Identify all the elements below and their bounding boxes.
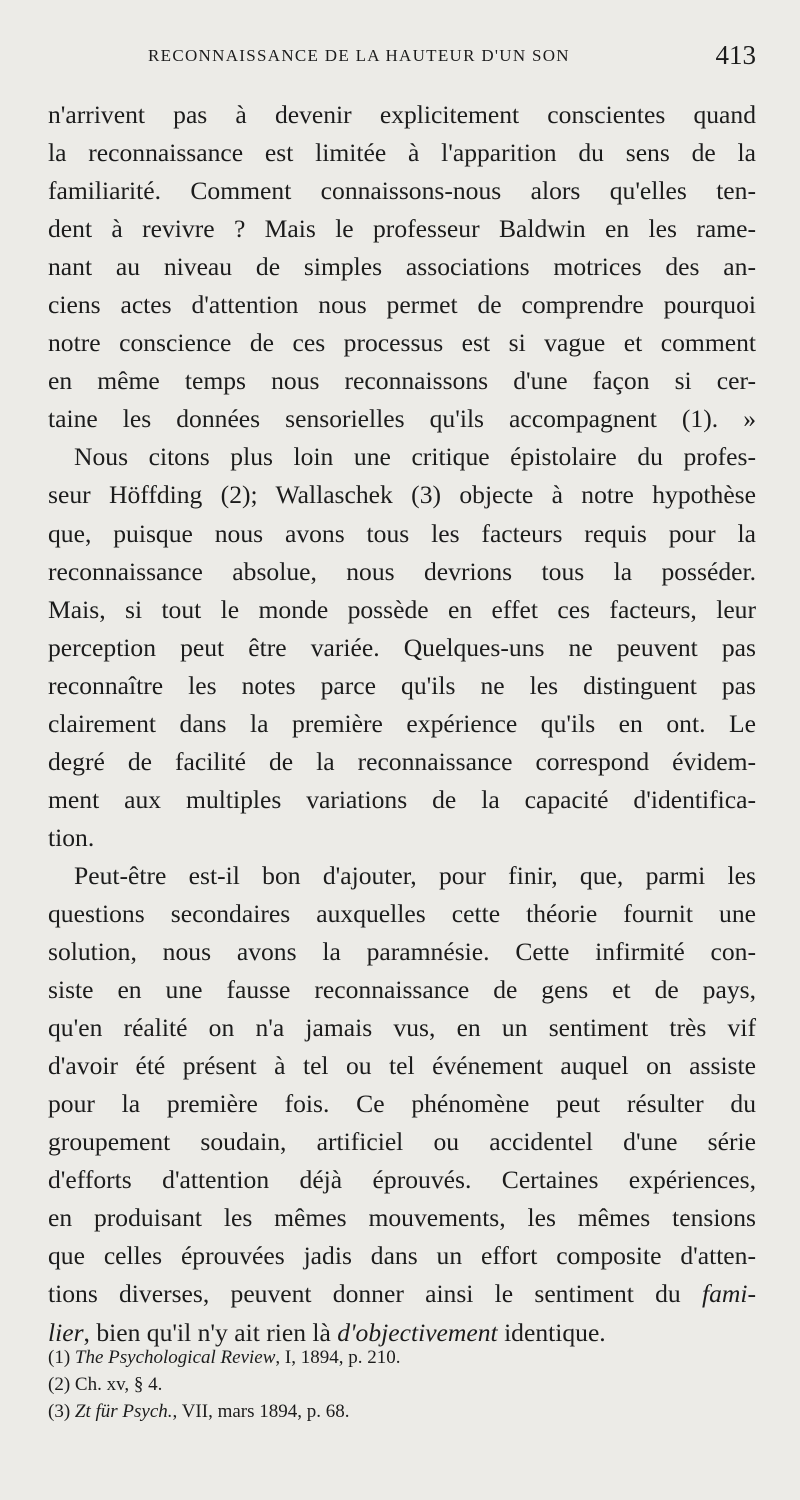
text-line: Mais, si tout le monde possède en effet ces facteurs, leur (48, 594, 756, 624)
text-line: tions diverses, peuvent donner ainsi le sentiment du fami- (48, 1279, 756, 1309)
paragraph-2 (48, 438, 756, 857)
text-line: que, puisque nous avons tous les facteurs requis pour la (48, 518, 756, 548)
text-line: en produisant les mêmes mouvements, les mêmes tensions (48, 1203, 756, 1233)
text-line: ment aux multiples variations de la capacité d'identifica- (48, 784, 756, 814)
text-line: n'arrivent pas à devenir explicitement conscientes quand (48, 100, 756, 129)
text-line: lier, bien qu'il n'y ait rien là d'objectivement identique. (48, 1317, 606, 1347)
page-number: 413 (715, 40, 756, 70)
page-header (0, 40, 800, 80)
text-line: seur Höffding (2); Wallaschek (3) objecte à notre hypothèse (48, 480, 756, 510)
text-line: degré de facilité de la reconnaissance correspond évidem- (48, 746, 756, 776)
paragraph-1 (48, 96, 756, 438)
text-line: solution, nous avons la paramnésie. Cette infirmité con- (48, 937, 756, 967)
text-line: groupement soudain, artificiel ou accidentel d'une série (48, 1127, 756, 1157)
footnotes (48, 1344, 748, 1425)
footnote-2: (2) Ch. xv, § 4. (48, 1374, 163, 1395)
paragraph-3 (48, 857, 756, 1352)
text-line: siste en une fausse reconnaissance de gens et de pays, (48, 975, 756, 1005)
text-line: Nous citons plus loin une critique épistolaire du profes- (74, 442, 756, 472)
text-line: pour la première fois. Ce phénomène peut résulter du (48, 1089, 756, 1119)
text-line: perception peut être variée. Quelques-uns ne peuvent pas (48, 632, 756, 662)
text-line: dent à revivre ? Mais le professeur Baldwin en les rame- (48, 214, 756, 244)
text-line: Peut-être est-il bon d'ajouter, pour finir, que, parmi les (74, 860, 756, 890)
italic-word: d'objectivement (337, 1317, 498, 1347)
text-line: reconnaissance absolue, nous devrions tous la posséder. (48, 556, 756, 586)
text-line: nant au niveau de simples associations motrices des an- (48, 252, 756, 282)
footnote-mark: (2) (48, 1374, 71, 1395)
text-line: familiarité. Comment connaissons-nous alors qu'elles ten- (48, 176, 756, 206)
footnote-mark: (1) (48, 1347, 71, 1368)
body-text (48, 96, 756, 1352)
italic-word: lier (48, 1317, 84, 1347)
footnote-title: The Psychological Review (74, 1347, 276, 1368)
text-line: que celles éprouvées jadis dans un effort composite d'atten- (48, 1241, 756, 1271)
text-line: notre conscience de ces processus est si vague et comment (48, 328, 756, 358)
text-line: questions secondaires auxquelles cette théorie fournit une (48, 898, 756, 928)
text-line: ciens actes d'attention nous permet de comprendre pourquoi (48, 290, 756, 320)
text-line: en même temps nous reconnaissons d'une façon si cer- (48, 366, 756, 396)
running-head: RECONNAISSANCE DE LA HAUTEUR D'UN SON (148, 46, 570, 65)
text-line: qu'en réalité on n'a jamais vus, en un sentiment très vif (48, 1013, 756, 1043)
footnote-title: Zt für Psych. (74, 1401, 173, 1422)
text-line: clairement dans la première expérience qu'ils en ont. Le (48, 708, 756, 738)
footnote-3: (3) Zt für Psych., VII, mars 1894, p. 68. (48, 1401, 350, 1422)
footnote-mark: (3) (48, 1401, 71, 1422)
footnote-1: (1) The Psychological Review, I, 1894, p. 210. (48, 1347, 401, 1368)
text-line: d'avoir été présent à tel ou tel événement auquel on assiste (48, 1051, 756, 1081)
text-line: la reconnaissance est limitée à l'apparition du sens de la (48, 138, 756, 168)
text-line: taine les données sensorielles qu'ils accompagnent (1). » (48, 404, 756, 434)
text-line: reconnaître les notes parce qu'ils ne les distinguent pas (48, 670, 756, 700)
text-line: d'efforts d'attention déjà éprouvés. Certaines expériences, (48, 1165, 756, 1195)
italic-word: fami- (701, 1279, 756, 1309)
text-line: tion. (48, 822, 95, 852)
